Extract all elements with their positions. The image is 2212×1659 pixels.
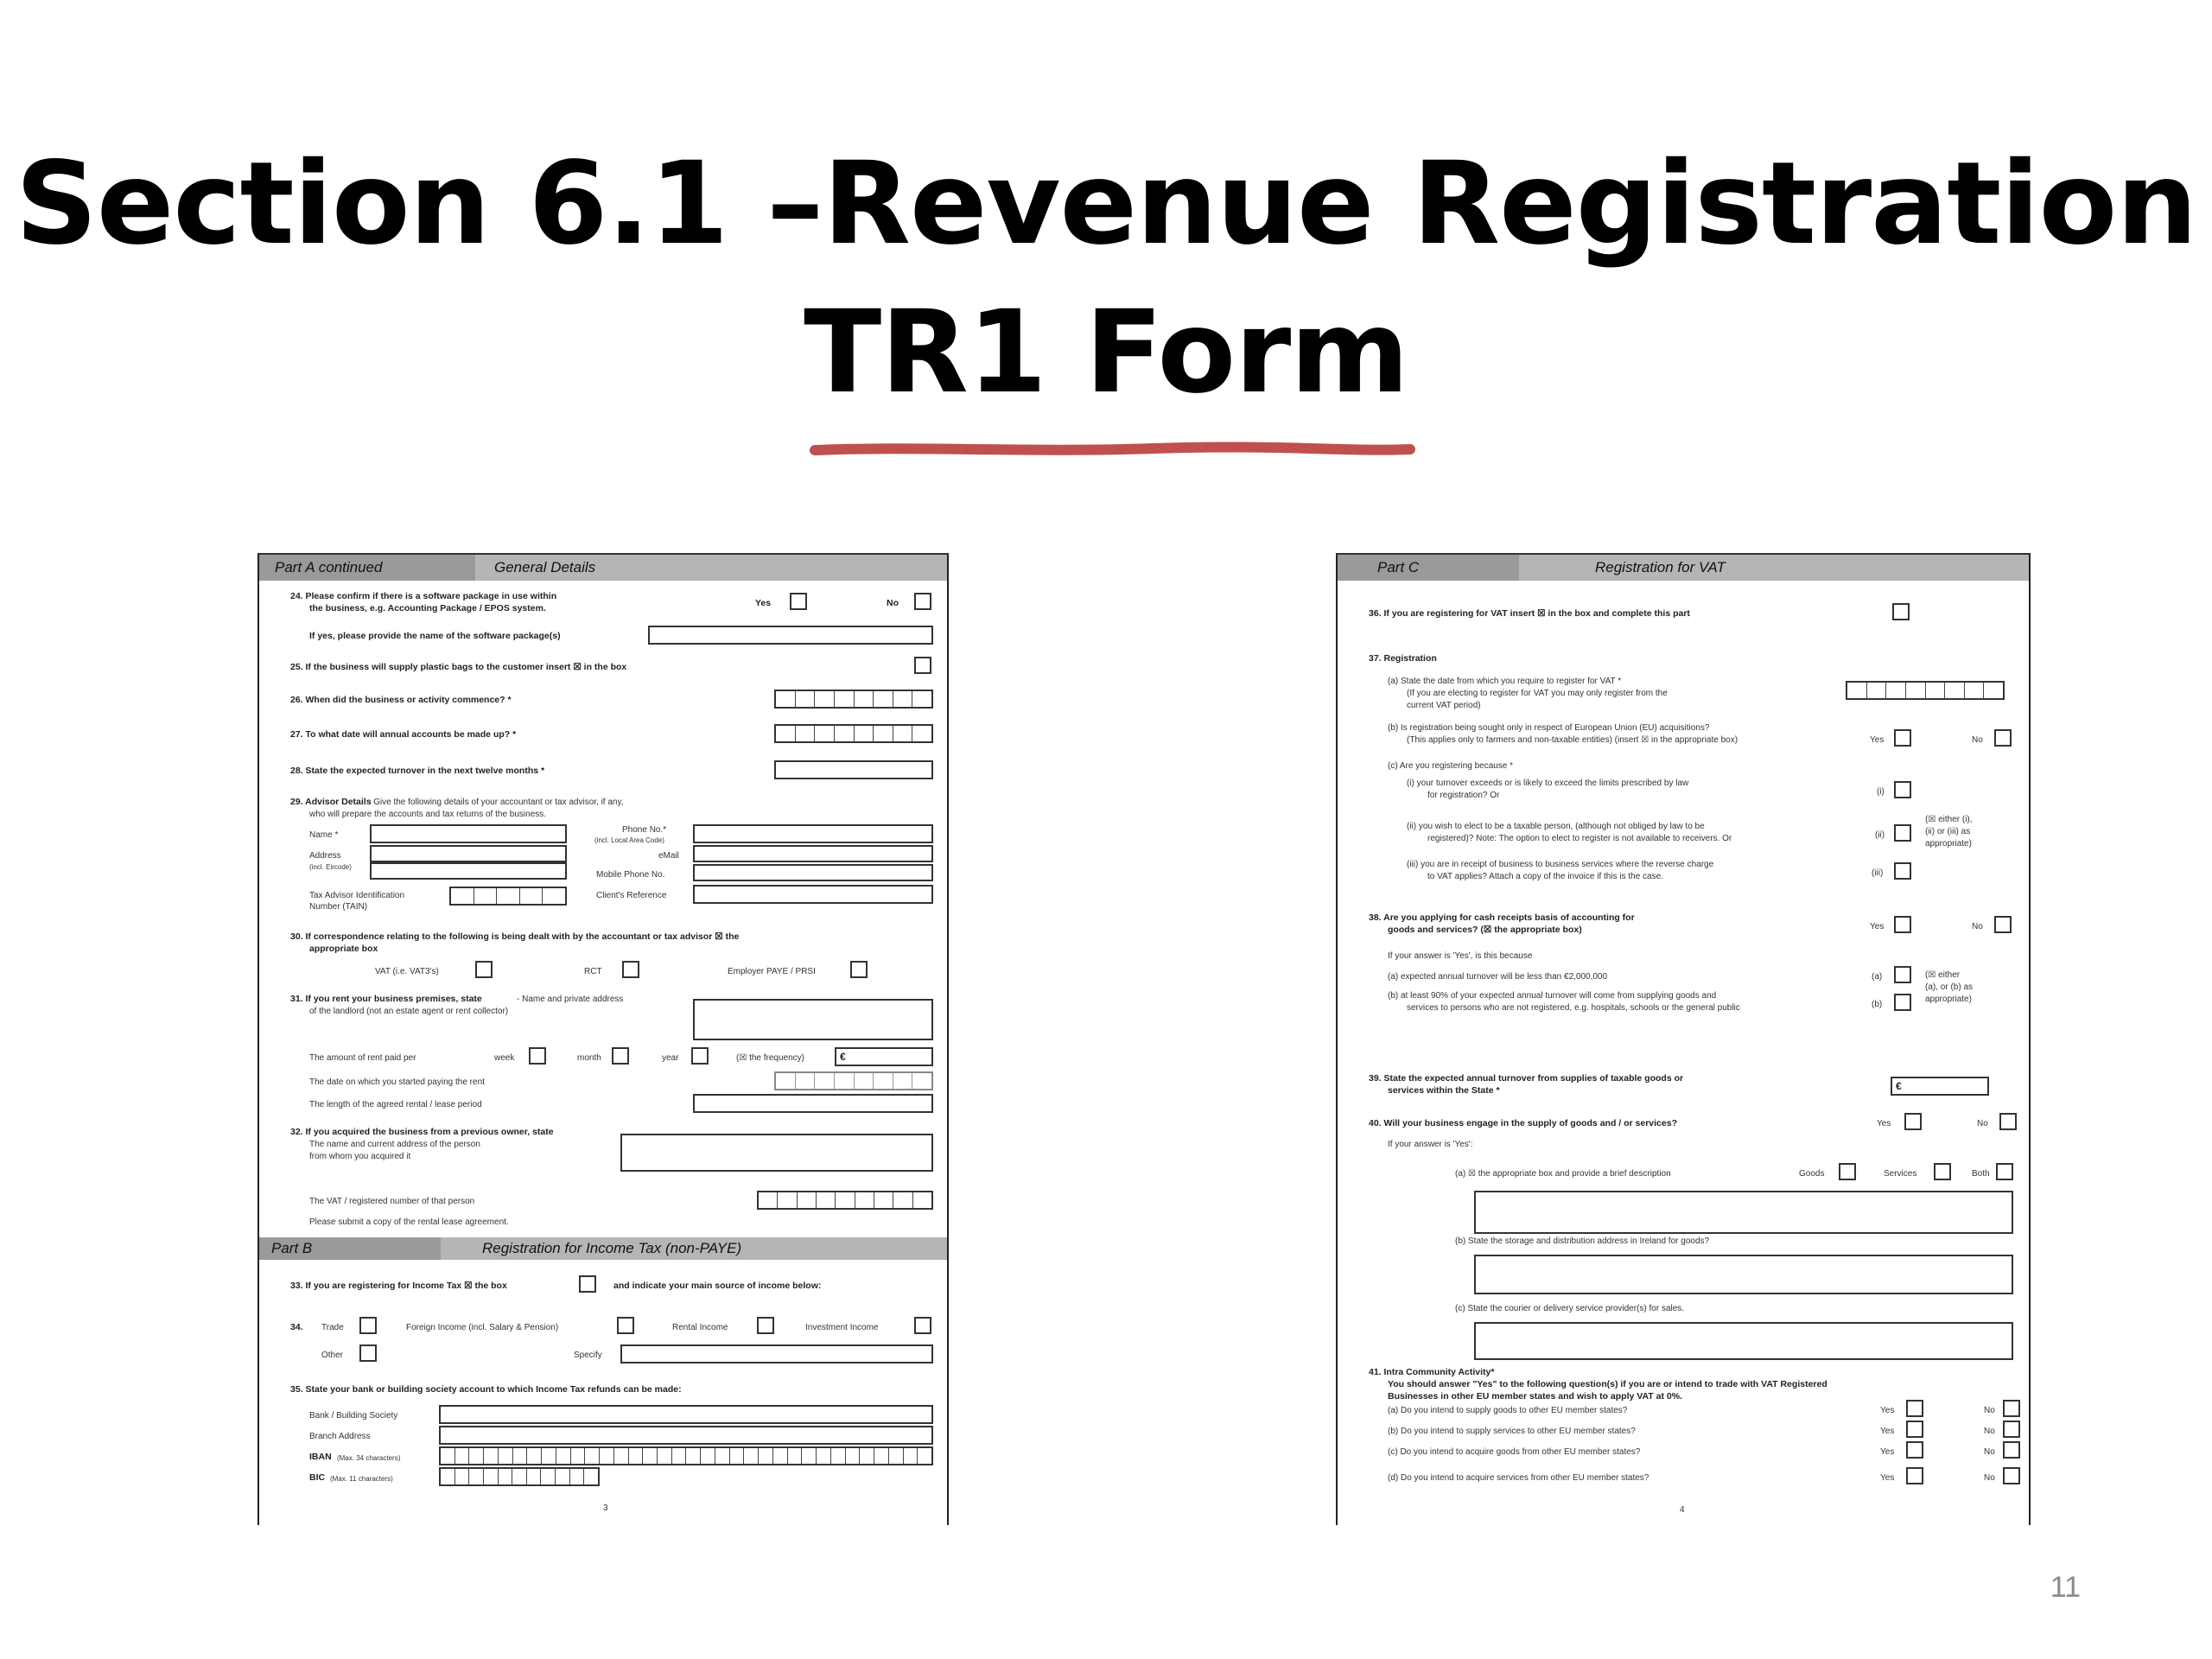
q37a-label-cont: (If you are electing to register for VAT you may only register from the bbox=[1407, 689, 1668, 698]
q41c-no-checkbox[interactable] bbox=[2003, 1441, 2020, 1459]
iban-field[interactable] bbox=[439, 1446, 933, 1465]
slide-number: 11 bbox=[2050, 1571, 2081, 1604]
advisor-email-label: eMail bbox=[658, 851, 679, 861]
q37ci-label: (i) your turnover exceeds or is likely to exceed the limits prescribed by law bbox=[1407, 779, 1689, 788]
q41-instruction: You should answer "Yes" to the following question(s) if you are or intend to trade with VAT Registered bbox=[1388, 1379, 1827, 1389]
page-number-3: 3 bbox=[603, 1503, 608, 1513]
q38-yes-checkbox[interactable] bbox=[1894, 916, 1911, 933]
q24-label-cont: the business, e.g. Accounting Package / EPOS system. bbox=[309, 603, 546, 613]
q40-yes-checkbox[interactable] bbox=[1904, 1113, 1922, 1130]
q37b-yes-checkbox[interactable] bbox=[1894, 729, 1911, 747]
rent-date-field[interactable] bbox=[774, 1071, 933, 1090]
bic-sub: (Max. 11 characters) bbox=[330, 1475, 393, 1483]
q33-label: 33. If you are registering for Income Tax ☒ the box bbox=[290, 1281, 507, 1291]
q41-label: 41. Intra Community Activity* bbox=[1369, 1367, 1495, 1377]
either-note-1: (☒ either (i), bbox=[1925, 815, 1973, 824]
either-ab-note-2: (a), or (b) as bbox=[1925, 982, 1974, 992]
tain-field[interactable] bbox=[449, 887, 567, 906]
investment-income-label: Investment Income bbox=[805, 1323, 879, 1332]
q24-no-checkbox[interactable] bbox=[914, 593, 931, 610]
rent-currency: € bbox=[840, 1051, 846, 1063]
q40-label: 40. Will your business engage in the supply of goods and / or services? bbox=[1369, 1118, 1677, 1128]
q37ciii-label: (iii) you are in receipt of business to business services where the reverse charge bbox=[1407, 860, 1714, 869]
q40c-label: (a) ☒ the appropriate box and provide a brief description bbox=[1455, 1169, 1671, 1179]
part-a-name: Part A continued bbox=[275, 559, 383, 575]
advisor-phone-label: Phone No.* bbox=[622, 825, 667, 835]
q38c-label: If your answer is 'Yes', is this because bbox=[1388, 951, 1533, 961]
month-label: month bbox=[577, 1053, 601, 1063]
q38-label-cont: goods and services? (☒ the appropriate box) bbox=[1388, 925, 1582, 935]
q37a-label: (a) State the date from which you require to register for VAT * bbox=[1388, 677, 1622, 686]
branch-label: Branch Address bbox=[309, 1432, 371, 1441]
q29-desc: - Give the following details of your accountant or tax advisor, if any, bbox=[368, 798, 624, 807]
q37-label: 37. Registration bbox=[1369, 653, 1437, 664]
part-b-header bbox=[259, 1237, 947, 1260]
q36-label: 36. If you are registering for VAT insert ☒ in the box and complete this part bbox=[1369, 608, 1690, 619]
advisor-mobile-label: Mobile Phone No. bbox=[596, 870, 665, 880]
title-underline bbox=[808, 441, 1417, 460]
q37a-label-cont2: current VAT period) bbox=[1407, 701, 1481, 710]
foreign-income-label: Foreign Income (incl. Salary & Pension) bbox=[406, 1323, 559, 1332]
page-number-4: 4 bbox=[1680, 1505, 1685, 1515]
goods-checkbox[interactable] bbox=[1839, 1163, 1856, 1180]
q40d-label: (b) State the storage and distribution address in Ireland for goods? bbox=[1455, 1236, 1710, 1246]
supply-description-field[interactable] bbox=[1474, 1191, 2013, 1234]
q41d-yes-label: Yes bbox=[1880, 1473, 1895, 1483]
part-c-name: Part C bbox=[1377, 559, 1420, 575]
q38cb-label-cont: services to persons who are not registered, e.g. hospitals, schools or the general public bbox=[1407, 1003, 1740, 1013]
q41d-no-checkbox[interactable] bbox=[2003, 1467, 2020, 1484]
q37ciii-label-cont: to VAT applies? Attach a copy of the invoice if this is the case. bbox=[1427, 872, 1663, 881]
investment-income-checkbox[interactable] bbox=[914, 1317, 931, 1334]
other-checkbox[interactable] bbox=[359, 1344, 377, 1362]
q26-label: 26. When did the business or activity commence? * bbox=[290, 695, 512, 705]
q40e-label: (c) State the courier or delivery service provider(s) for sales. bbox=[1455, 1304, 1685, 1313]
part-a-title: General Details bbox=[475, 555, 947, 581]
q33-label-cont: and indicate your main source of income below: bbox=[613, 1281, 822, 1291]
year-label: year bbox=[662, 1053, 679, 1063]
trade-checkbox[interactable] bbox=[359, 1317, 377, 1334]
q31-label: 31. If you rent your business premises, state bbox=[290, 994, 482, 1004]
q37ci-label-cont: for registration? Or bbox=[1427, 791, 1500, 800]
q41-instruction-cont: Businesses in other EU member states and wish to apply VAT at 0%. bbox=[1388, 1391, 1682, 1402]
turnover-currency: € bbox=[1896, 1080, 1902, 1092]
annual-turnover-field[interactable] bbox=[1891, 1077, 1989, 1096]
client-ref-label: Client's Reference bbox=[596, 891, 667, 900]
q32-desc: The name and current address of the person bbox=[309, 1140, 480, 1149]
q40-no-label: No bbox=[1977, 1119, 1988, 1128]
bic-field[interactable] bbox=[439, 1467, 600, 1486]
specify-field[interactable] bbox=[620, 1344, 933, 1363]
q24-label: 24. Please confirm if there is a software package in use within bbox=[290, 591, 557, 601]
rent-amount-field[interactable] bbox=[835, 1047, 933, 1066]
q38cb-label: (b) at least 90% of your expected annual turnover will come from supplying goods and bbox=[1388, 991, 1717, 1001]
q41a-no-checkbox[interactable] bbox=[2003, 1400, 2020, 1417]
vat-start-date-field[interactable] bbox=[1846, 681, 2005, 700]
q41c-label: (c) Do you intend to acquire goods from other EU member states? bbox=[1388, 1447, 1641, 1457]
q37b-label-cont: (This applies only to farmers and non-taxable entities) (insert ☒ in the appropriate box) bbox=[1407, 735, 1738, 745]
week-checkbox[interactable] bbox=[529, 1047, 546, 1065]
software-package-field[interactable] bbox=[648, 626, 933, 645]
tain-label: Tax Advisor Identification bbox=[309, 891, 405, 900]
both-checkbox[interactable] bbox=[1996, 1163, 2013, 1180]
bank-field[interactable] bbox=[439, 1405, 933, 1424]
either-ab-note-1: (☒ either bbox=[1925, 970, 1961, 980]
q38-no-checkbox[interactable] bbox=[1994, 916, 2012, 933]
q37ci-marker: (i) bbox=[1877, 787, 1885, 797]
q41b-yes-label: Yes bbox=[1880, 1427, 1895, 1436]
q37b-no-checkbox[interactable] bbox=[1994, 729, 2012, 747]
q35-label: 35. State your bank or building society account to which Income Tax refunds can be made: bbox=[290, 1384, 682, 1395]
q24-no-label: No bbox=[887, 598, 899, 608]
previous-owner-field[interactable] bbox=[620, 1134, 933, 1172]
advisor-phone-sub: (incl. Local Area Code) bbox=[594, 836, 664, 844]
q24-yes-checkbox[interactable] bbox=[790, 593, 807, 610]
rent-amount-label: The amount of rent paid per bbox=[309, 1053, 416, 1063]
rent-date-label: The date on which you started paying the rent bbox=[309, 1077, 485, 1087]
q37cii-marker: (ii) bbox=[1875, 830, 1885, 840]
q41c-yes-checkbox[interactable] bbox=[1906, 1441, 1923, 1459]
q34-label: 34. bbox=[290, 1322, 303, 1332]
q38-label: 38. Are you applying for cash receipts basis of accounting for bbox=[1369, 912, 1635, 923]
q30-label-cont: appropriate box bbox=[309, 944, 378, 954]
part-b-title: Registration for Income Tax (non-PAYE) bbox=[441, 1237, 947, 1260]
q40-yes-label: Yes bbox=[1877, 1119, 1891, 1128]
part-c-title: Registration for VAT bbox=[1519, 555, 2029, 581]
q32-note: Please submit a copy of the rental lease agreement. bbox=[309, 1217, 509, 1227]
q25-label: 25. If the business will supply plastic bags to the customer insert ☒ in the box bbox=[290, 662, 627, 672]
tr1-form-page-4 bbox=[1336, 553, 2031, 1525]
foreign-income-checkbox[interactable] bbox=[617, 1317, 634, 1334]
slide-title-line2: TR1 Form bbox=[804, 286, 1408, 419]
rct-label: RCT bbox=[584, 967, 602, 976]
q37c-label: (c) Are you registering because * bbox=[1388, 761, 1514, 771]
q37ci-checkbox[interactable] bbox=[1894, 781, 1911, 798]
services-label: Services bbox=[1884, 1169, 1917, 1179]
q32-desc-cont: from whom you acquired it bbox=[309, 1152, 411, 1161]
q24-software-label: If yes, please provide the name of the software package(s) bbox=[309, 631, 561, 641]
q36-checkbox[interactable] bbox=[1892, 603, 1910, 620]
q31-desc-cont: of the landlord (not an estate agent or rent collector) bbox=[309, 1007, 509, 1016]
q41b-yes-checkbox[interactable] bbox=[1906, 1421, 1923, 1438]
both-label: Both bbox=[1972, 1169, 1990, 1179]
q37b-label: (b) Is registration being sought only in respect of European Union (EU) acquisitions? bbox=[1388, 723, 1710, 733]
month-checkbox[interactable] bbox=[612, 1047, 629, 1065]
rent-length-field[interactable] bbox=[693, 1094, 933, 1113]
q32-label: 32. If you acquired the business from a previous owner, state bbox=[290, 1127, 554, 1137]
q37ciii-marker: (iii) bbox=[1872, 868, 1884, 878]
advisor-eircode-label: (incl. Eircode) bbox=[309, 863, 352, 871]
q41b-no-checkbox[interactable] bbox=[2003, 1421, 2020, 1438]
q28-label: 28. State the expected turnover in the next twelve months * bbox=[290, 766, 545, 776]
q41d-no-label: No bbox=[1984, 1473, 1995, 1483]
q29-label: 29. Advisor Details bbox=[290, 797, 372, 807]
advisor-name-field[interactable] bbox=[370, 824, 567, 843]
q33-checkbox[interactable] bbox=[579, 1275, 596, 1293]
year-checkbox[interactable] bbox=[691, 1047, 709, 1065]
q37ciii-checkbox[interactable] bbox=[1894, 862, 1911, 880]
q38ca-label: (a) expected annual turnover will be less than €2,000,000 bbox=[1388, 972, 1608, 982]
q30-label: 30. If correspondence relating to the following is being dealt with by the accountant or tax advisor ☒ the bbox=[290, 931, 740, 942]
advisor-phone-field[interactable] bbox=[693, 824, 933, 843]
advisor-email-field[interactable] bbox=[693, 845, 933, 862]
part-a-header bbox=[259, 555, 947, 581]
branch-field[interactable] bbox=[439, 1426, 933, 1445]
q41a-label: (a) Do you intend to supply goods to other EU member states? bbox=[1388, 1406, 1628, 1415]
bank-label: Bank / Building Society bbox=[309, 1411, 398, 1421]
advisor-address-field-2[interactable] bbox=[370, 862, 567, 880]
storage-address-field[interactable] bbox=[1474, 1255, 2013, 1294]
advisor-mobile-field[interactable] bbox=[693, 864, 933, 881]
rental-income-checkbox[interactable] bbox=[757, 1317, 774, 1334]
q37cii-checkbox[interactable] bbox=[1894, 824, 1911, 842]
q29-desc-cont: who will prepare the accounts and tax returns of the business. bbox=[309, 810, 547, 819]
q32-vat-label: The VAT / registered number of that person bbox=[309, 1197, 475, 1206]
q41c-no-label: No bbox=[1984, 1447, 1995, 1457]
q40b-label: If your answer is 'Yes': bbox=[1388, 1140, 1473, 1149]
q39-label: 39. State the expected annual turnover from supplies of taxable goods or bbox=[1369, 1073, 1684, 1084]
iban-sub: (Max. 34 characters) bbox=[337, 1454, 401, 1462]
q31-desc: - Name and private address bbox=[517, 995, 624, 1004]
advisor-address-field-1[interactable] bbox=[370, 845, 567, 862]
q37cii-label: (ii) you wish to elect to be a taxable person, (although not obliged by law to be bbox=[1407, 822, 1705, 831]
q41d-yes-checkbox[interactable] bbox=[1906, 1467, 1923, 1484]
trade-label: Trade bbox=[321, 1323, 344, 1332]
advisor-name-label: Name * bbox=[309, 830, 339, 840]
frequency-label: (☒ the frequency) bbox=[736, 1053, 804, 1063]
iban-label: IBAN bbox=[309, 1452, 332, 1462]
accounts-date-field[interactable] bbox=[774, 724, 933, 743]
q38cb-checkbox[interactable] bbox=[1894, 994, 1911, 1011]
commence-date-field[interactable] bbox=[774, 690, 933, 709]
other-label: Other bbox=[321, 1351, 344, 1360]
services-checkbox[interactable] bbox=[1934, 1163, 1951, 1180]
advisor-address-label: Address bbox=[309, 851, 341, 861]
q25-checkbox[interactable] bbox=[914, 657, 931, 674]
landlord-field[interactable] bbox=[693, 999, 933, 1040]
slide-title-line1: Section 6.1 –Revenue Registration bbox=[15, 137, 2197, 270]
rental-income-label: Rental Income bbox=[672, 1323, 728, 1332]
goods-label: Goods bbox=[1799, 1169, 1825, 1179]
q37b-no-label: No bbox=[1972, 735, 1983, 745]
either-ab-note-3: appropriate) bbox=[1925, 995, 1972, 1004]
q41a-yes-checkbox[interactable] bbox=[1906, 1400, 1923, 1417]
q37cii-label-cont: registered)? Note: The option to elect to register is not available to receivers. Or bbox=[1427, 834, 1732, 843]
q41a-yes-label: Yes bbox=[1880, 1406, 1895, 1415]
q41a-no-label: No bbox=[1984, 1406, 1995, 1415]
vat-label: VAT (i.e. VAT3's) bbox=[375, 967, 439, 976]
bic-label: BIC bbox=[309, 1472, 326, 1483]
paye-label: Employer PAYE / PRSI bbox=[728, 967, 816, 976]
tr1-form-page-3 bbox=[257, 553, 949, 1525]
rent-length-label: The length of the agreed rental / lease period bbox=[309, 1100, 482, 1109]
expected-turnover-field[interactable] bbox=[774, 760, 933, 779]
q39-label-cont: services within the State * bbox=[1388, 1085, 1500, 1096]
client-ref-field[interactable] bbox=[693, 885, 933, 904]
q41d-label: (d) Do you intend to acquire services from other EU member states? bbox=[1388, 1473, 1649, 1483]
q37b-yes-label: Yes bbox=[1870, 735, 1885, 745]
q27-label: 27. To what date will annual accounts be made up? * bbox=[290, 729, 517, 740]
q38-no-label: No bbox=[1972, 922, 1983, 931]
slide-title bbox=[0, 130, 2212, 427]
previous-owner-vat-field[interactable] bbox=[757, 1191, 933, 1210]
week-label: week bbox=[494, 1053, 515, 1063]
part-b-name: Part B bbox=[271, 1240, 313, 1256]
q38ca-marker: (a) bbox=[1872, 972, 1883, 982]
either-note-2: (ii) or (iii) as bbox=[1925, 827, 1971, 836]
q41b-label: (b) Do you intend to supply services to other EU member states? bbox=[1388, 1427, 1636, 1436]
either-note-3: appropriate) bbox=[1925, 839, 1972, 849]
q41b-no-label: No bbox=[1984, 1427, 1995, 1436]
q24-yes-label: Yes bbox=[755, 598, 772, 608]
q41c-yes-label: Yes bbox=[1880, 1447, 1895, 1457]
q38-yes-label: Yes bbox=[1870, 922, 1885, 931]
tain-label-cont: Number (TAIN) bbox=[309, 902, 368, 912]
paye-checkbox[interactable] bbox=[850, 961, 868, 978]
courier-field[interactable] bbox=[1474, 1322, 2013, 1360]
specify-label: Specify bbox=[574, 1351, 602, 1360]
vat-checkbox[interactable] bbox=[475, 961, 493, 978]
part-c-header bbox=[1338, 555, 2029, 581]
q40-no-checkbox[interactable] bbox=[1999, 1113, 2017, 1130]
rct-checkbox[interactable] bbox=[622, 961, 639, 978]
q38ca-checkbox[interactable] bbox=[1894, 966, 1911, 983]
q38cb-marker: (b) bbox=[1872, 1000, 1883, 1009]
